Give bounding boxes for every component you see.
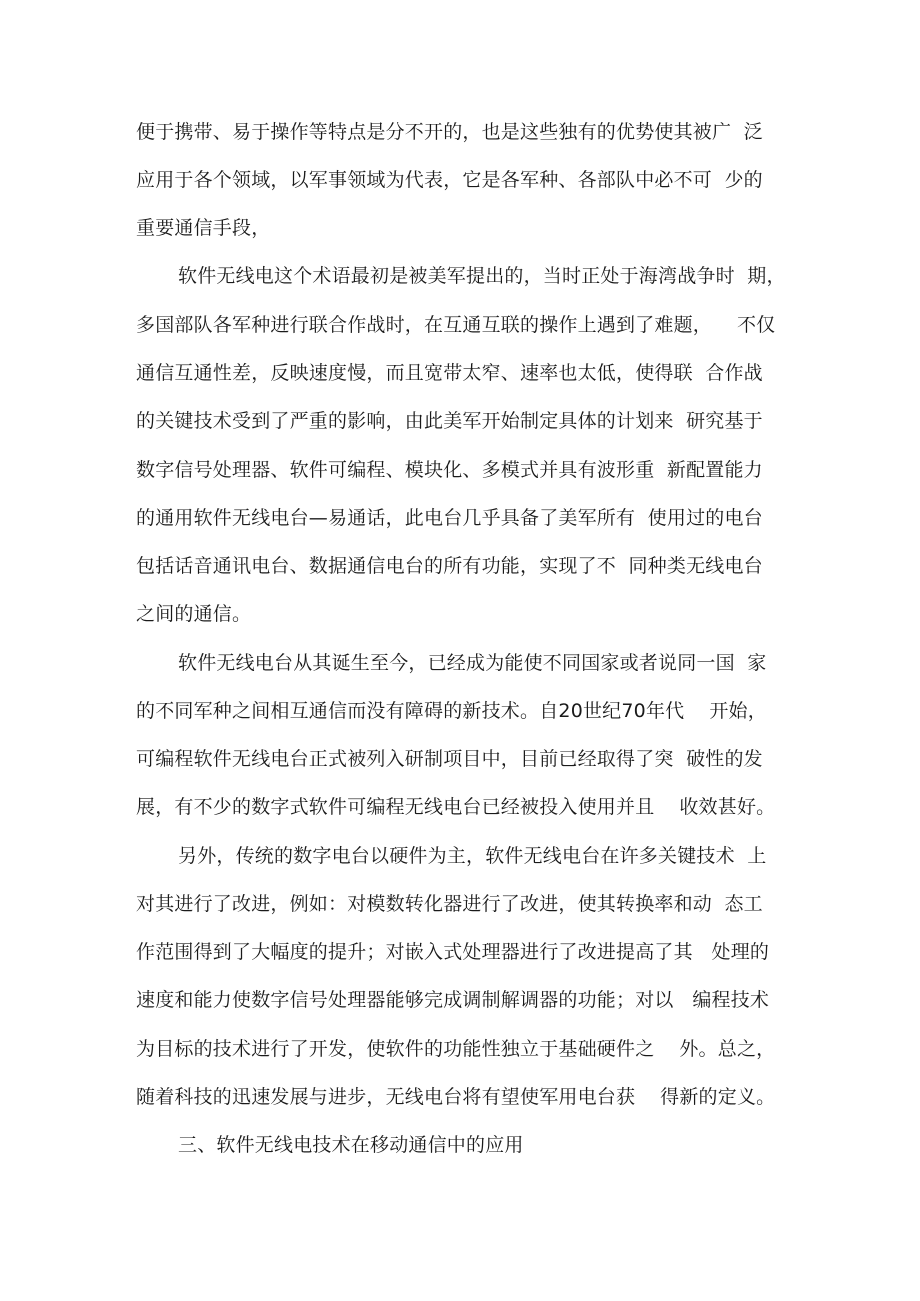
text-line: 重要通信手段， bbox=[136, 217, 271, 239]
text-line: 可编程软件无线电台正式被列入研制项目中，目前已经取得了突 破性的发 bbox=[136, 748, 763, 770]
text-line: 包括话音通讯电台、数据通信电台的所有功能，实现了不 同种类无线电台 bbox=[136, 555, 763, 577]
text-line: 为目标的技术进行了开发，使软件的功能性独立于基础硬件之 外。总之， bbox=[136, 1038, 776, 1060]
text-line: 便于携带、易于操作等特点是分不开的，也是这些独有的优势使其被广 泛 bbox=[136, 121, 763, 143]
text-line: 应用于各个领域，以军事领域为代表，它是各军种、各部队中必不可 少的 bbox=[136, 169, 763, 191]
text-line: 多国部队各军种进行联合作战时，在互通互联的操作上遇到了难题， 不仅 bbox=[136, 314, 776, 336]
text-line: 之间的通信。 bbox=[136, 603, 252, 625]
paragraph-start-line: 软件无线电台从其诞生至今，已经成为能使不同国家或者说同一国 家 bbox=[178, 652, 767, 674]
text-line: 的关键技术受到了严重的影响，由此美军开始制定具体的计划来 研究基于 bbox=[136, 410, 763, 432]
text-line: 的不同军种之间相互通信而没有障碍的新技术。自20世纪70年代 开始， bbox=[136, 700, 767, 722]
text-line: 数字信号处理器、软件可编程、模块化、多模式并具有波形重 新配置能力 bbox=[136, 459, 763, 481]
text-line: 对其进行了改进，例如：对模数转化器进行了改进，使其转换率和动 态工 bbox=[136, 893, 763, 915]
text-line: 展，有不少的数字式软件可编程无线电台已经被投入使用并且 收效甚好。 bbox=[136, 796, 776, 818]
text-line: 速度和能力使数字信号处理器能够完成调制解调器的功能；对以 编程技术 bbox=[136, 989, 770, 1011]
text-line: 的通用软件无线电台—易通话，此电台几乎具备了美军所有 使用过的电台 bbox=[136, 507, 763, 529]
text-line: 作范围得到了大幅度的提升；对嵌入式处理器进行了改进提高了其 处理的 bbox=[136, 941, 770, 963]
text-line: 随着科技的迅速发展与进步，无线电台将有望使军用电台获 得新的定义。 bbox=[136, 1086, 776, 1108]
paragraph-start-line: 软件无线电这个术语最初是被美军提出的，当时正处于海湾战争时 期， bbox=[178, 265, 786, 287]
paragraph-start-line: 另外，传统的数字电台以硬件为主，软件无线电台在许多关键技术 上 bbox=[178, 845, 767, 867]
section-heading: 三、软件无线电技术在移动通信中的应用 bbox=[178, 1134, 524, 1156]
text-line: 通信互通性差，反映速度慢，而且宽带太窄、速率也太低，使得联 合作战 bbox=[136, 362, 763, 384]
